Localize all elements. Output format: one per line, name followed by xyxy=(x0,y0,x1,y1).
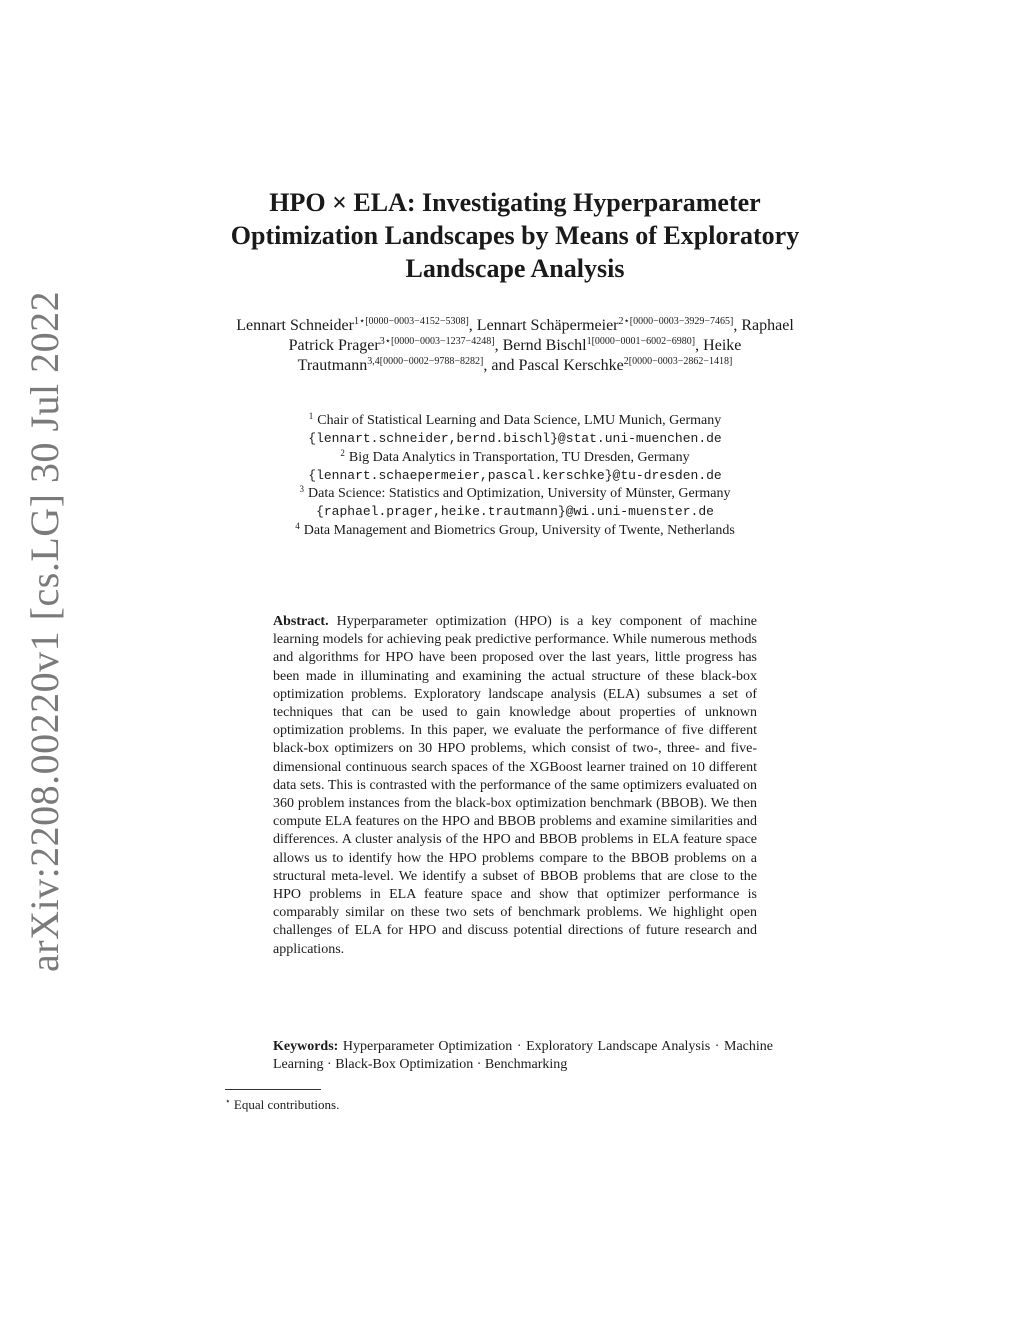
author-name: Heike Trautmann xyxy=(297,337,742,374)
author-name: Bernd Bischl xyxy=(502,337,587,354)
affiliation xyxy=(215,449,815,467)
footnote xyxy=(225,1096,625,1113)
footnote-text: Equal contributions. xyxy=(233,1097,340,1112)
author-list xyxy=(225,316,805,376)
affiliation-email: {lennart.schneider,bernd.bischl}@stat.uni-muenchen.de xyxy=(308,431,722,447)
abstract-text: Hyperparameter optimization (HPO) is a key component of machine learning models for achieving peak predictive performance. While numerous methods and algorithms for HPO have been proposed over the last years, little progress has been made in illuminating and examining the actual structure of these black-box optimization problems. Exploratory landscape analysis (ELA) subsumes a set of techniques that can be used to gain knowledge about properties of unknown optimization problems. In this paper, we evaluate the performance of five different black-box optimizers on 30 HPO problems, which consist of two-, three- and five-dimensional continuous search spaces of the XGBoost learner trained on 10 different data sets. This is contrasted with the performance of the same optimizers evaluated on 360 problem instances from the black-box optimization benchmark (BBOB). We then compute ELA features on the HPO and BBOB problems and examine similarities and differences. A cluster analysis of the HPO and BBOB problems in ELA feature space allows us to identify how the HPO problems compare to the BBOB problems on a structural meta-level. We identify a subset of BBOB problems that are close to the HPO problems in ELA feature space and show that optimizer performance is comparably similar on these two sets of benchmark problems. We highlight open challenges of ELA for HPO and discuss potential directions of future research and applications. xyxy=(273,614,757,957)
author xyxy=(518,357,732,374)
author-separator: , xyxy=(468,317,477,334)
author-marks: 3,4[0000−0002−9788−8282] xyxy=(367,356,484,367)
affiliation xyxy=(215,485,815,503)
author-marks: 2[0000−0003−2862−1418] xyxy=(623,356,733,367)
affiliation-text: Big Data Analytics in Transportation, TU Dresden, Germany xyxy=(348,449,690,465)
affiliation-text: Chair of Statistical Learning and Data Science, LMU Munich, Germany xyxy=(317,413,722,428)
affiliation xyxy=(215,412,815,430)
footnote-mark: ⋆ xyxy=(225,1096,231,1106)
affiliation-text: Data Management and Biometrics Group, University of Twente, Netherlands xyxy=(303,522,735,538)
affiliation-number: 2 xyxy=(340,447,345,458)
author-separator: , xyxy=(494,337,503,354)
affiliation-email: {lennart.schaepermeier,pascal.kerschke}@tu-dresden.de xyxy=(308,467,722,483)
affiliation-number: 3 xyxy=(299,484,305,495)
arxiv-identifier-text: arXiv:2208.00220v1 [cs.LG] 30 Jul 2022 xyxy=(22,290,67,972)
author-separator: , xyxy=(695,337,704,354)
author-separator: , and xyxy=(483,357,519,374)
affiliation-text: Data Science: Statistics and Optimization, University of Münster, Germany xyxy=(308,486,731,502)
affiliation-number: 1 xyxy=(308,411,314,421)
author xyxy=(503,337,704,354)
author xyxy=(477,317,742,334)
author-name: Pascal Kerschke xyxy=(518,357,624,374)
paper-title: HPO × ELA: Investigating Hyperparameter Optimization Landscapes by Means of Exploratory Landscape Analysis xyxy=(230,188,800,283)
footnote-rule xyxy=(225,1089,321,1090)
abstract xyxy=(273,613,757,959)
author-marks: 2⋆[0000−0003−3929−7465] xyxy=(618,316,734,327)
affiliation-list xyxy=(215,412,815,540)
affiliation-email: {raphael.prager,heike.trautmann}@wi.uni-muenster.de xyxy=(316,504,714,520)
author-name: Raphael Patrick Prager xyxy=(288,317,794,354)
affiliation xyxy=(215,522,815,540)
author-name: Lennart Schneider xyxy=(236,317,354,334)
keywords-text: Hyperparameter Optimization · Exploratory Landscape Analysis · Machine Learning · Black-Box Optimization · Benchmarking xyxy=(273,1039,774,1073)
author-marks: 1⋆[0000−0003−4152−5308] xyxy=(353,316,469,327)
abstract-label: Abstract. xyxy=(273,614,329,629)
affiliation-number: 4 xyxy=(295,520,300,531)
author-separator: , xyxy=(733,317,742,334)
author-name: Lennart Schäpermeier xyxy=(476,317,619,334)
author xyxy=(236,317,477,334)
author-marks: 1[0000−0001−6002−6980] xyxy=(586,336,696,347)
author-marks: 3⋆[0000−0003−1237−4248] xyxy=(379,336,495,347)
keywords-label: Keywords: xyxy=(273,1039,339,1054)
keywords xyxy=(273,1038,773,1074)
